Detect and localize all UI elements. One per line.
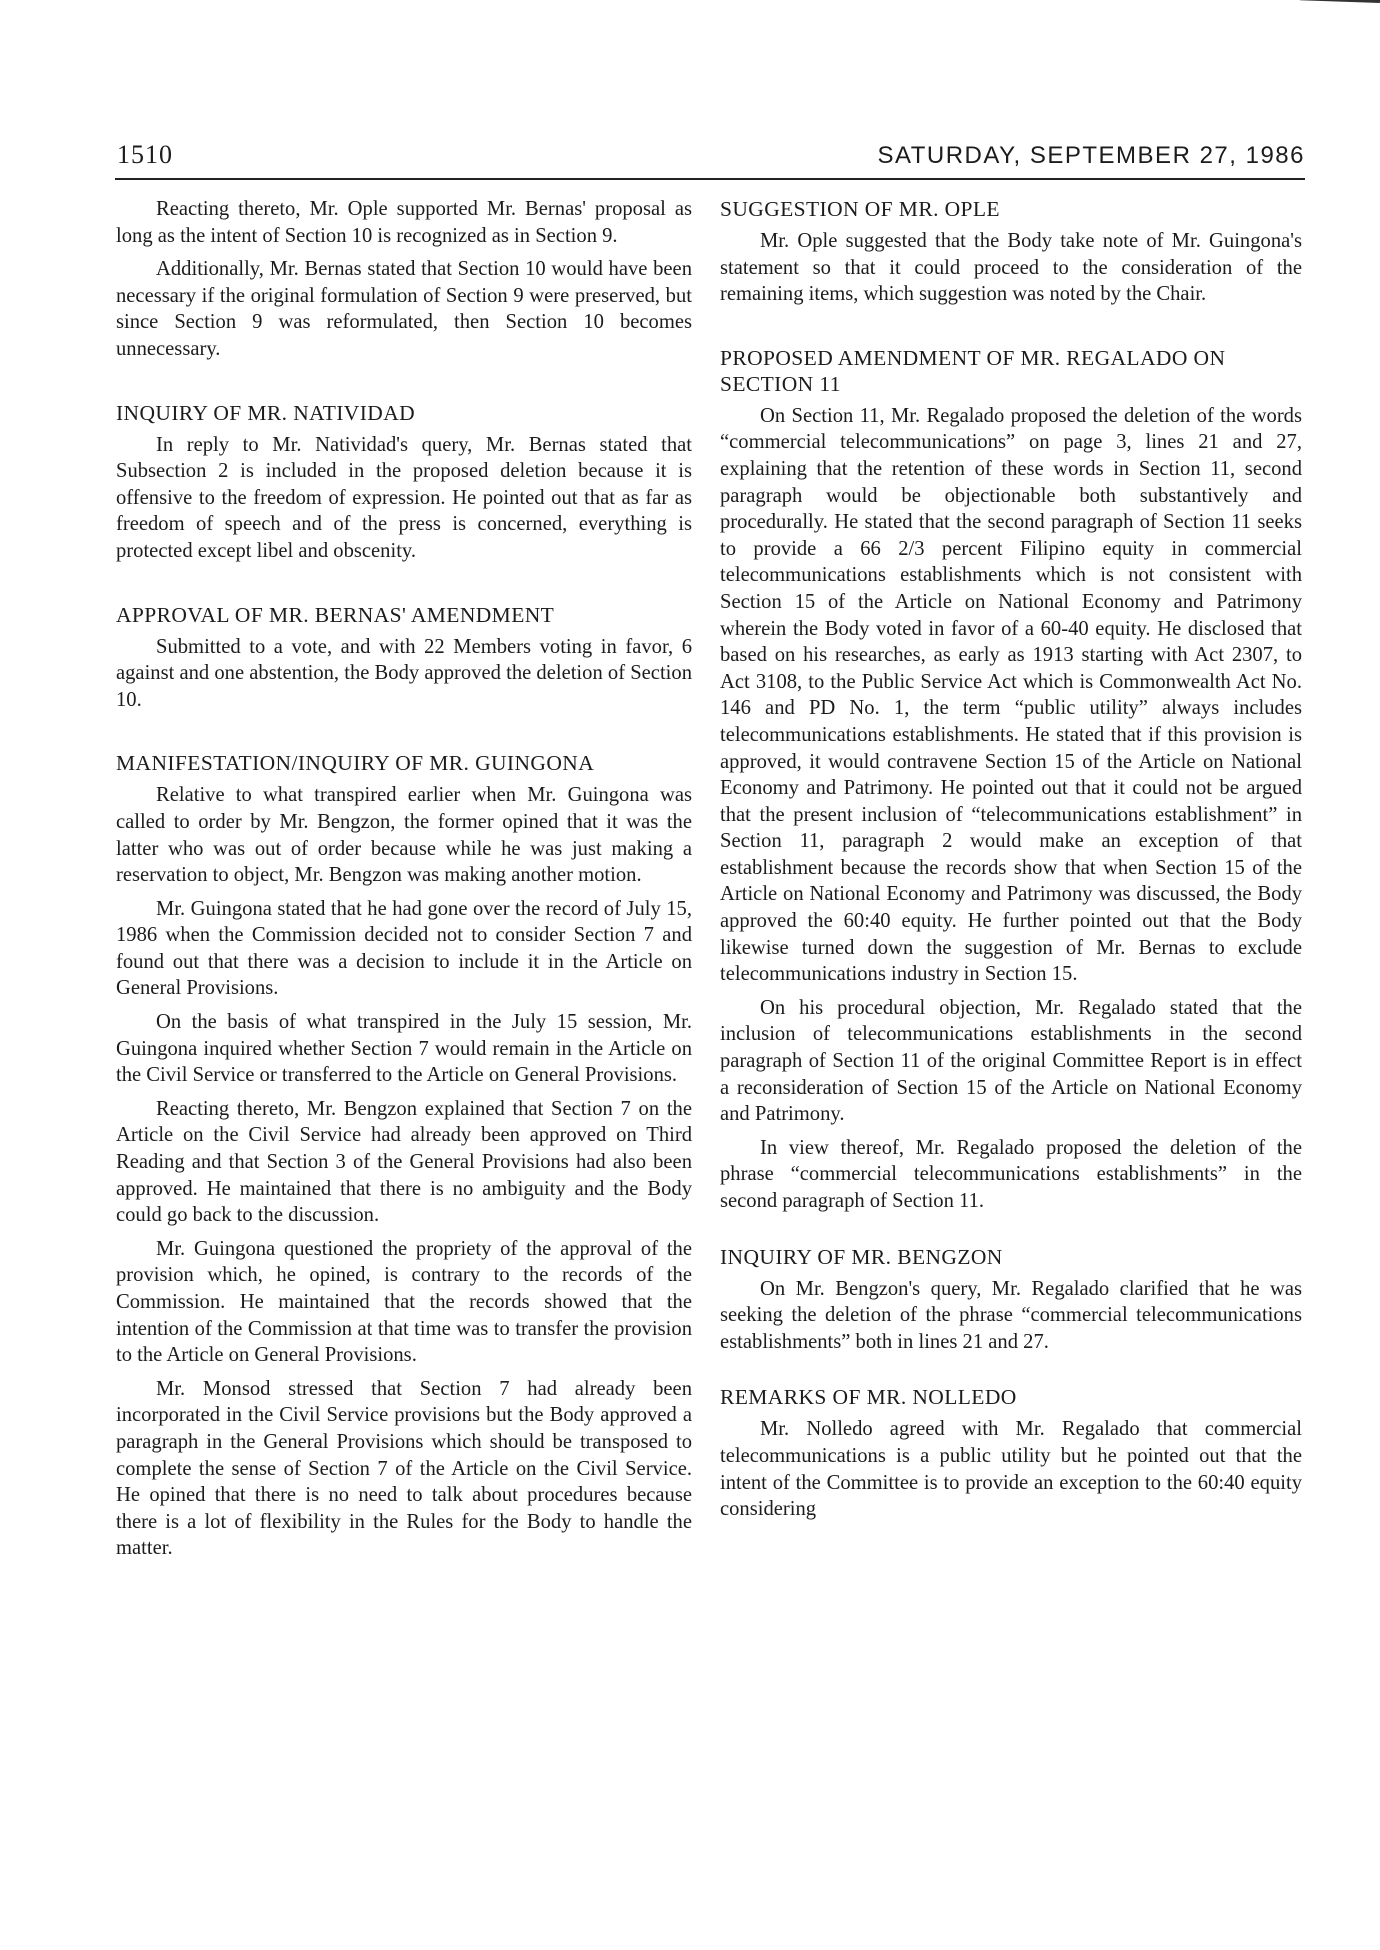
paragraph: In reply to Mr. Natividad's query, Mr. Bernas stated that Subsection 2 is included in the proposed deletion because it is offensive to the freedom of expression. He pointed out that as far as freedom of speech and of the press is concerned, everything is protected except libel and obscenity. xyxy=(116,433,692,562)
section-heading: INQUIRY OF MR. BENGZON xyxy=(720,1244,1003,1269)
paragraph: In view thereof, Mr. Regalado proposed the deletion of the phrase “commercial telecommunications establishments” in the second paragraph of Section 11. xyxy=(720,1136,1302,1212)
paragraph: Mr. Guingona stated that he had gone over the record of July 15, 1986 when the Commission decided not to consider Section 7 and found out that there was a decision to include it in the Article on General Provisions. xyxy=(116,897,692,1000)
paragraph: Additionally, Mr. Bernas stated that Section 10 would have been necessary if the original formulation of Section 9 were preserved, but since Section 9 was reformulated, then Section 10 becomes unnecessary. xyxy=(116,258,692,360)
section-heading: INQUIRY OF MR. NATIVIDAD xyxy=(116,400,416,425)
left-column xyxy=(116,196,692,1569)
section-heading: APPROVAL OF MR. BERNAS' AMENDMENT xyxy=(116,602,555,627)
page-date: SATURDAY, SEPTEMBER 27, 1986 xyxy=(877,142,1305,169)
section-heading: REMARKS OF MR. NOLLEDO xyxy=(720,1385,1017,1410)
paragraph: Mr. Ople suggested that the Body take note of Mr. Guingona's statement so that it could proceed to the consideration of the remaining items, which suggestion was noted by the Chair. xyxy=(720,230,1302,306)
paragraph: Mr. Guingona questioned the propriety of the approval of the provision which, he opined, is contrary to the records of the Commission. He maintained that the records showed that the intention of the Commission at that time was to transfer the provision to the Article on General Provisions. xyxy=(116,1237,692,1367)
paragraph: Reacting thereto, Mr. Ople supported Mr. Bernas' proposal as long as the intent of Section 10 is recognized as in Section 9. xyxy=(116,198,692,247)
paragraph: On his procedural objection, Mr. Regalado stated that the inclusion of telecommunications establishments in the second paragraph of Section 11 of the original Committee Report is in effect a reconsideration of Section 15 of the Article on National Economy and Patrimony. xyxy=(720,996,1302,1126)
section-heading: MANIFESTATION/INQUIRY OF MR. GUINGONA xyxy=(116,751,595,776)
right-column xyxy=(720,196,1302,1530)
paragraph: On the basis of what transpired in the July 15 session, Mr. Guingona inquired whether Section 7 would remain in the Article on the Civil Service or transferred to the Article on General Provisions. xyxy=(116,1011,692,1087)
paragraph: On Mr. Bengzon's query, Mr. Regalado clarified that he was seeking the deletion of the phrase “commercial telecommunications establishments” both in lines 21 and 27. xyxy=(720,1277,1302,1353)
scan-edge-mark xyxy=(1299,0,1380,17)
paragraph: Reacting thereto, Mr. Bengzon explained that Section 7 on the Article on the Civil Service had already been approved on Third Reading and that Section 3 of the General Provisions had also been approved. He maintained that there is no ambiguity and the Body could go back to the discussion. xyxy=(116,1097,692,1227)
paragraph: Mr. Monsod stressed that Section 7 had already been incorporated in the Civil Service provisions but the Body approved a paragraph in the General Provisions which should be transposed to complete the sense of Section 7 of the Article on the Civil Service. He opined that there is no need to talk about procedures because there is a lot of flexibility in the Rules for the Body to handle the matter. xyxy=(116,1377,692,1560)
page-header xyxy=(115,138,1305,180)
page-number: 1510 xyxy=(117,140,173,169)
paragraph: Mr. Nolledo agreed with Mr. Regalado that commercial telecommunications is a public utility but he pointed out that the intent of the Committee is to provide an exception to the 60:40 equity considering xyxy=(720,1418,1302,1521)
paragraph: Relative to what transpired earlier when Mr. Guingona was called to order by Mr. Bengzon, the former opined that it was the latter who was out of order because while he was just making a reservation to object, Mr. Bengzon was making another motion. xyxy=(116,784,692,887)
paragraph: Submitted to a vote, and with 22 Members voting in favor, 6 against and one abstention, the Body approved the deletion of Section 10. xyxy=(116,635,692,711)
section-heading: SUGGESTION OF MR. OPLE xyxy=(720,197,1000,221)
section-heading: PROPOSED AMENDMENT OF MR. REGALADO ON SECTION 11 xyxy=(720,345,1226,396)
paragraph: On Section 11, Mr. Regalado proposed the deletion of the words “commercial telecommunications” on page 3, lines 21 and 27, explaining that the retention of these words in Section 11, second paragraph would be objectionable both substantively and procedurally. He stated that the second paragraph of Section 11 seeks to provide a 66 2/3 percent Filipino equity in commercial telecommunications establishments which is not consistent with Section 15 of the Article on National Economy and Patrimony wherein the Body voted in favor of a 60-40 equity. He disclosed that based on his researches, as early as 1913 starting with Act 2307, to Act 3108, to the Public Service Act which is Commonwealth Act No. 146 and PD No. 1, the term “public utility” always includes telecommunications establishments. He stated that if this provision is approved, it would contravene Section 15 of the Article on National Economy and Patrimony. He pointed out that it could not be argued that the present inclusion of “telecommunications establishment” in Section 11, paragraph 2 would make an exception of that establishment because the records show that when Section 15 of the Article on National Economy and Patrimony was discussed, the Body approved the 60:40 equity. He further pointed out that the Body likewise turned down the suggestion of Mr. Bernas to exclude telecommunications industry in Section 15. xyxy=(720,404,1302,986)
